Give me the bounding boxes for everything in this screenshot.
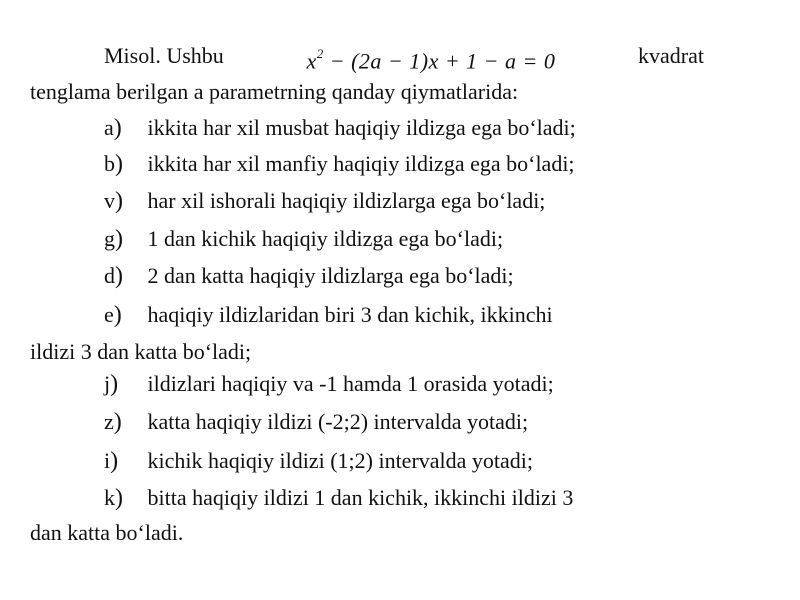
item-marker: g): [104, 226, 123, 252]
list-item-k-continuation: dan katta bo‘ladi.: [30, 520, 184, 545]
list-item-b: [104, 150, 575, 178]
item-marker: i): [104, 448, 119, 474]
item-marker: a): [104, 115, 122, 141]
item-text: 1 dan kichik haqiqiy ildizga ega bo‘ladi;: [147, 226, 504, 251]
list-item-j: [104, 370, 554, 398]
list-item-z: [104, 408, 528, 436]
item-marker: e): [104, 302, 122, 328]
list-item-i: [104, 447, 533, 475]
item-marker: v): [104, 188, 123, 214]
intro-line-2: tenglama berilgan a parametrning qanday qiymatlarida:: [30, 79, 519, 104]
list-item-k: [104, 484, 573, 512]
item-marker: j): [104, 371, 119, 397]
list-item-e-continuation: ildizi 3 dan katta bo‘ladi;: [30, 339, 252, 364]
intro-line-1: [104, 42, 704, 75]
item-text: 2 dan katta haqiqiy ildizlarga ega bo‘ladi;: [147, 263, 514, 288]
list-item-d: [104, 262, 514, 290]
intro-tail: kvadrat: [638, 43, 704, 68]
item-text: katta haqiqiy ildizi (-2;2) intervalda yotadi;: [147, 409, 529, 434]
list-item-g: [104, 225, 503, 253]
item-marker: d): [104, 263, 123, 289]
list-item-a: [104, 114, 576, 142]
intro-lead: Misol. Ushbu: [104, 43, 224, 68]
quadratic-equation: $x^2 - (2a - 1)x + 1 - a = 0$: [306, 46, 556, 74]
item-marker: k): [104, 485, 123, 511]
item-marker: b): [104, 151, 123, 177]
item-text: har xil ishorali haqiqiy ildizlarga ega bo‘ladi;: [147, 188, 546, 213]
list-item-v: [104, 187, 545, 215]
item-text: kichik haqiqiy ildizi (1;2) intervalda yotadi;: [147, 448, 534, 473]
list-item-e: [104, 301, 553, 329]
item-text: ildizlari haqiqiy va -1 hamda 1 orasida yotadi;: [147, 371, 554, 396]
item-text: bitta haqiqiy ildizi 1 dan kichik, ikkinchi ildizi 3: [147, 485, 574, 510]
item-text: haqiqiy ildizlaridan biri 3 dan kichik, ikkinchi: [147, 302, 553, 327]
item-marker: z): [104, 409, 122, 435]
item-text: ikkita har xil manfiy haqiqiy ildizga ega bo‘ladi;: [147, 151, 575, 176]
item-text: ikkita har xil musbat haqiqiy ildizga ega bo‘ladi;: [147, 115, 576, 140]
